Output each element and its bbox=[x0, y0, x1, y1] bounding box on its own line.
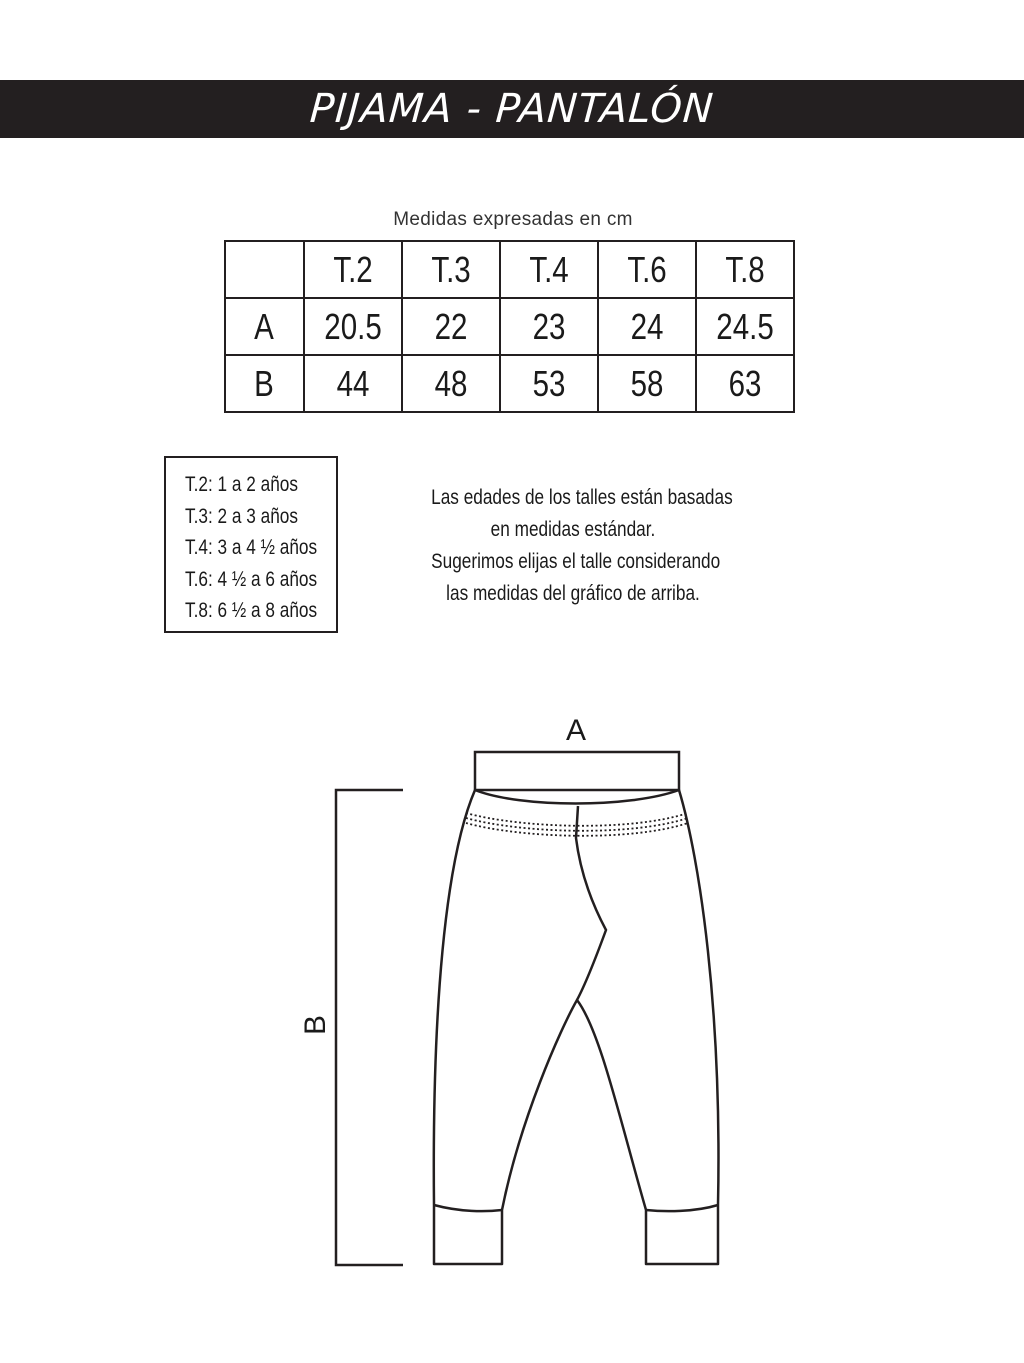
waistband-outline bbox=[475, 752, 679, 790]
table-cell: 24.5 bbox=[696, 298, 794, 355]
column-header: T.8 bbox=[696, 241, 794, 298]
note-line: las medidas del gráfico de arriba. bbox=[446, 582, 700, 605]
pants-outline bbox=[434, 790, 719, 1264]
table-cell: 53 bbox=[500, 355, 598, 412]
legend-item: T.4: 3 a 4 ½ años bbox=[185, 536, 318, 559]
table-cell: 22 bbox=[402, 298, 500, 355]
legend-item: T.6: 4 ½ a 6 años bbox=[185, 567, 318, 591]
row-label: B bbox=[225, 355, 304, 412]
left-cuff-seam bbox=[434, 1205, 502, 1211]
row-label: A bbox=[225, 298, 304, 355]
note-line: en medidas estándar. bbox=[490, 518, 656, 541]
dimension-a-label: A bbox=[565, 714, 587, 747]
column-header: T.3 bbox=[402, 241, 500, 298]
units-note: Medidas expresadas en cm bbox=[393, 209, 633, 230]
note-line: Las edades de los talles están basadas bbox=[431, 486, 733, 509]
note-line: Sugerimos elijas el talle considerando bbox=[431, 550, 721, 573]
column-header: T.2 bbox=[304, 241, 402, 298]
column-header: T.4 bbox=[500, 241, 598, 298]
legend-item: T.8: 6 ½ a 8 años bbox=[185, 599, 318, 622]
table-cell: 20.5 bbox=[304, 298, 402, 355]
table-cell: 48 bbox=[402, 355, 500, 412]
table-cell: 58 bbox=[598, 355, 696, 412]
dimension-b-bracket bbox=[336, 790, 403, 1265]
legend-item: T.3: 2 a 3 años bbox=[185, 504, 298, 528]
page-title: PIJAMA - PANTALÓN bbox=[308, 86, 716, 132]
table-cell: 63 bbox=[696, 355, 794, 412]
column-header: T.6 bbox=[598, 241, 696, 298]
legend-item: T.2: 1 a 2 años bbox=[185, 473, 298, 496]
table-cell: 23 bbox=[500, 298, 598, 355]
dimension-b-label: B bbox=[299, 1014, 332, 1036]
table-cell: 24 bbox=[598, 298, 696, 355]
table-cell: 44 bbox=[304, 355, 402, 412]
right-cuff-seam bbox=[646, 1205, 718, 1211]
